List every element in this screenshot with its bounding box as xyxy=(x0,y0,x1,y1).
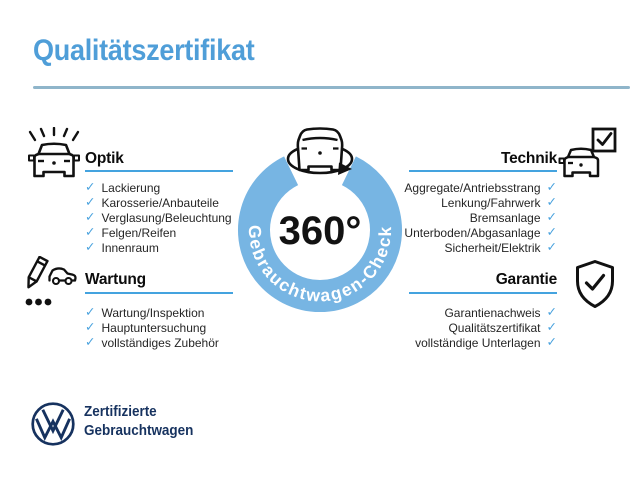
section-title-wartung: Wartung xyxy=(85,271,146,288)
check-icon: ✓ xyxy=(85,335,96,350)
check-icon: ✓ xyxy=(546,305,557,320)
item-label: Innenraum xyxy=(101,240,159,255)
check-icon: ✓ xyxy=(546,240,557,255)
car-rotation-360-icon xyxy=(288,129,352,176)
item-label: Lackierung xyxy=(101,180,161,195)
check-icon: ✓ xyxy=(546,335,557,350)
item-label: Garantienachweis xyxy=(444,305,541,320)
item-label: Bremsanlage xyxy=(469,210,541,225)
check-icon: ✓ xyxy=(85,320,96,335)
item-label: Lenkung/Fahrwerk xyxy=(441,195,541,210)
item-label: Sicherheit/Elektrik xyxy=(444,240,541,255)
check-icon: ✓ xyxy=(85,305,96,320)
item-label: vollständiges Zubehör xyxy=(101,335,219,350)
check-icon: ✓ xyxy=(85,180,96,195)
item-label: vollständige Unterlagen xyxy=(415,335,541,350)
footer-claim-line1: Zertifizierte xyxy=(84,404,157,420)
item-label: Wartung/Inspektion xyxy=(101,305,205,320)
check-icon: ✓ xyxy=(85,210,96,225)
check-icon: ✓ xyxy=(85,225,96,240)
degree-label: 360° xyxy=(278,209,362,253)
footer-claim-line2: Gebrauchtwagen xyxy=(84,423,194,439)
check-icon: ✓ xyxy=(85,240,96,255)
item-label: Unterboden/Abgasanlage xyxy=(404,225,541,240)
item-label: Felgen/Reifen xyxy=(101,225,177,240)
item-label: Hauptuntersuchung xyxy=(101,320,207,335)
check-icon: ✓ xyxy=(546,210,557,225)
check-icon: ✓ xyxy=(546,225,557,240)
item-label: Qualitätszertifikat xyxy=(448,320,541,335)
vw-logo xyxy=(30,401,76,447)
item-label: Aggregate/Antriebsstrang xyxy=(404,180,541,195)
item-label: Karosserie/Anbauteile xyxy=(101,195,219,210)
check-icon: ✓ xyxy=(546,195,557,210)
ring-label: Gebrauchtwagen-Check xyxy=(244,224,396,306)
item-label: Verglasung/Beleuchtung xyxy=(101,210,232,225)
check-icon: ✓ xyxy=(546,180,557,195)
page-title: Qualitätszertifikat xyxy=(33,34,255,67)
check-icon: ✓ xyxy=(85,195,96,210)
section-title-technik: Technik xyxy=(500,150,557,167)
section-title-optik: Optik xyxy=(85,150,124,167)
footer-claim xyxy=(84,403,193,441)
section-title-garantie: Garantie xyxy=(495,271,557,288)
check-icon: ✓ xyxy=(546,320,557,335)
